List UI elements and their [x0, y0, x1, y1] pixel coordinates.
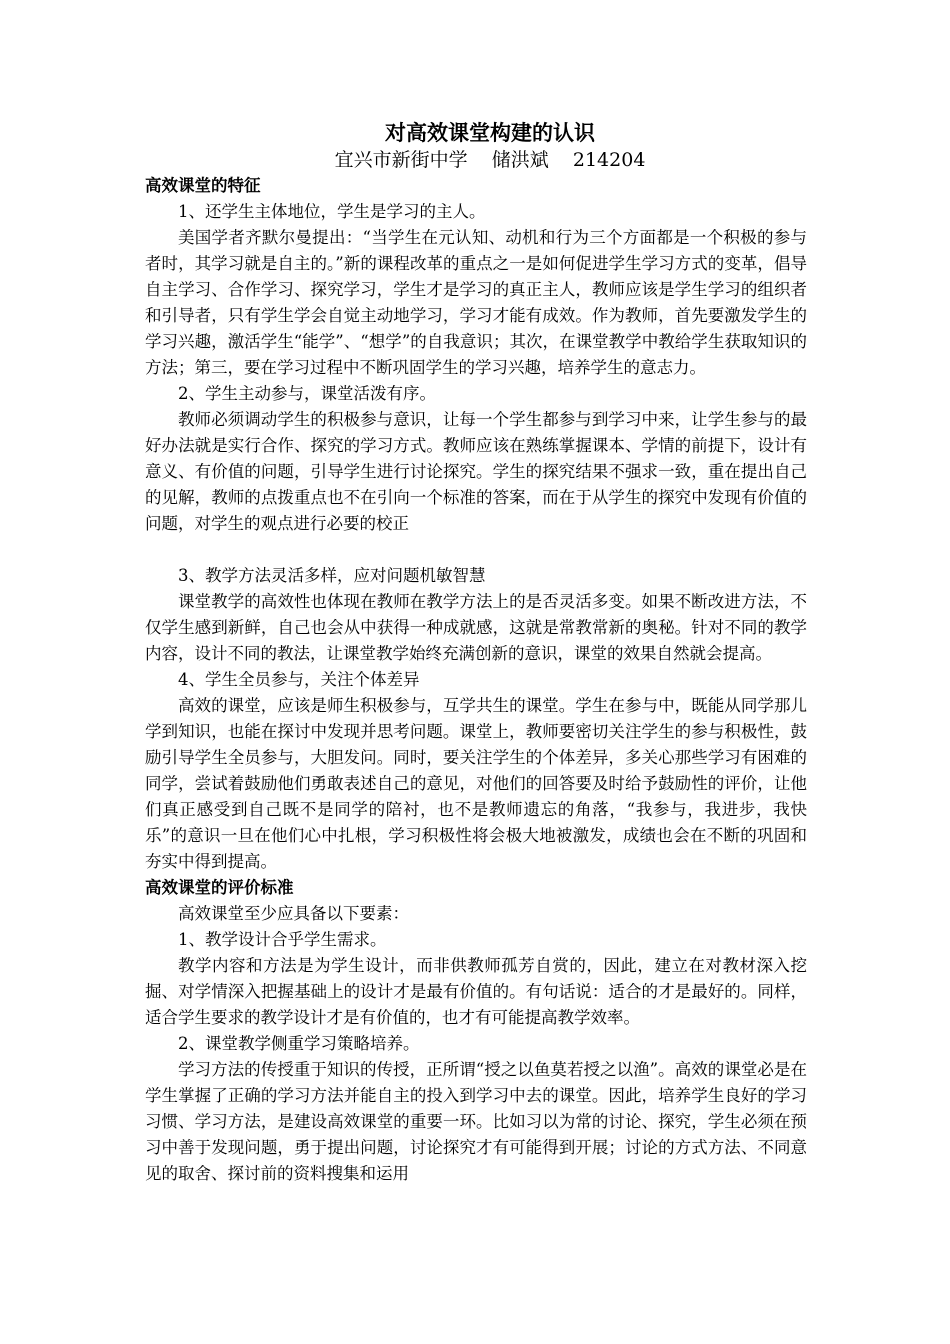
document-page: [145, 118, 807, 1187]
criteria-point-2: 2、课堂教学侧重学习策略培养。: [178, 1034, 420, 1053]
feature-point-4: 4、学生全员参与，关注个体差异: [178, 670, 420, 689]
author-byline: 宜兴市新街中学 储洪斌 214204: [334, 149, 646, 171]
criteria-point-1: 1、教学设计合乎学生需求。: [178, 930, 387, 949]
feature-paragraph-1: 美国学者齐默尔曼提出：“当学生在元认知、动机和行为三个方面都是一个积极的参与者时，其学习就是自主的。”新的课程改革的重点之一是如何促进学生学习方式的变革，倡导自主学习、合作学习、探究学习，学生才是学习的真正主人，教师应该是学生学习的组织者和引导者，只有学生学会自觉主动地学习，学习才能有成效。作为教师，首先要激发学生的学习兴趣，激活学生“能学”、“想学”的自我意识；其次，在课堂教学中教给学生获取知识的方法；第三，要在学习过程中不断巩固学生的学习兴趣，培养学生的意志力。: [145, 228, 807, 377]
feature-point-2: 2、学生主动参与，课堂活泼有序。: [178, 384, 436, 403]
criteria-paragraph-1: 教学内容和方法是为学生设计，而非供教师孤芳自赏的，因此，建立在对教材深入挖掘、对学情深入把握基础上的设计才是最有价值的。有句话说：适合的才是最好的。同样，适合学生要求的教学设计才是有价值的，也才有可能提高教学效率。: [145, 956, 807, 1027]
criteria-paragraph-2: 学习方法的传授重于知识的传授，正所谓“授之以鱼莫若授之以渔”。高效的课堂必是在学生掌握了正确的学习方法并能自主的投入到学习中去的课堂。因此，培养学生良好的学习习惯、学习方法，是建设高效课堂的重要一环。比如习以为常的讨论、探究，学生必须在预习中善于发现问题，勇于提出问题，讨论探究才有可能得到开展；讨论的方式方法、不同意见的取舍、探讨前的资料搜集和运用: [145, 1060, 807, 1183]
feature-point-1: 1、还学生主体地位，学生是学习的主人。: [178, 202, 486, 221]
section-heading-features: 高效课堂的特征: [145, 176, 261, 195]
paragraph-gap: [145, 537, 807, 563]
feature-paragraph-3: 课堂教学的高效性也体现在教师在教学方法上的是否灵活多变。如果不断改进方法，不仅学生感到新鲜，自己也会从中获得一种成就感，这就是常教常新的奥秘。针对不同的教学内容，设计不同的教法，让课堂教学始终充满创新的意识，课堂的效果自然就会提高。: [145, 592, 807, 663]
document-title: 对高效课堂构建的认识: [385, 121, 595, 145]
criteria-intro: 高效课堂至少应具备以下要素：: [178, 904, 409, 923]
feature-paragraph-2: 教师必须调动学生的积极参与意识，让每一个学生都参与到学习中来，让学生参与的最好办法就是实行合作、探究的学习方式。教师应该在熟练掌握课本、学情的前提下，设计有意义、有价值的问题，引导学生进行讨论探究。学生的探究结果不强求一致，重在提出自己的见解，教师的点拨重点也不在引向一个标准的答案，而在于从学生的探究中发现有价值的问题，对学生的观点进行必要的校正: [145, 410, 807, 533]
feature-paragraph-4: 高效的课堂，应该是师生积极参与，互学共生的课堂。学生在参与中，既能从同学那儿学到知识，也能在探讨中发现并思考问题。课堂上，教师要密切关注学生的参与积极性，鼓励引导学生全员参与，大胆发问。同时，要关注学生的个体差异，多关心那些学习有困难的同学，尝试着鼓励他们勇敢表述自己的意见，对他们的回答要及时给予鼓励性的评价，让他们真正感受到自己既不是同学的陪衬，也不是教师遗忘的角落，“我参与，我进步，我快乐”的意识一旦在他们心中扎根，学习积极性将会极大地被激发，成绩也会在不断的巩固和夯实中得到提高。: [145, 696, 807, 871]
section-heading-criteria: 高效课堂的评价标准: [145, 878, 294, 897]
feature-point-3: 3、教学方法灵活多样，应对问题机敏智慧: [178, 566, 486, 585]
